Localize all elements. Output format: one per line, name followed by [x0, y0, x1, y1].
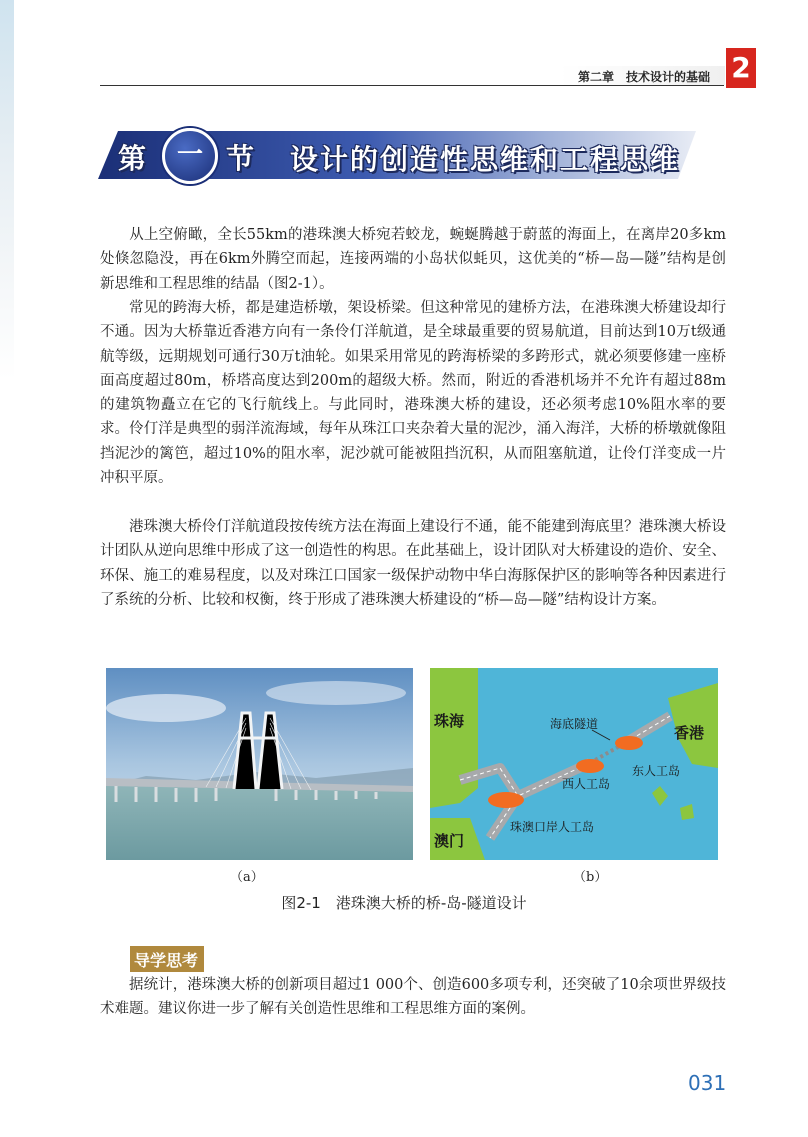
- label-macau: 澳门: [434, 832, 465, 850]
- bridge-photo: [106, 668, 413, 860]
- guide-label: 导学思考: [130, 946, 204, 972]
- bridge-map: [430, 668, 718, 860]
- label-west-island: 西人工岛: [562, 777, 611, 791]
- paragraph-2: 常见的跨海大桥，都是建造桥墩，架设桥梁。但这种常见的建桥方法，在港珠澳大桥建设却行不通。因为大桥靠近香港方向有一条伶仃洋航道，是全球最重要的贸易航道，目前达到10万t级通航等级，远期规划可通行30万t油轮。如果采用常见的跨海桥梁的多跨形式，就必须要修建一座桥面高度超过80m，桥塔高度达到200m的超级大桥。然而，附近的香港机场并不允许有超过88m的建筑物矗立在它的飞行航线上。与此同时，港珠澳大桥的建设，还必须考虑10%阻水率的要求。伶仃洋是典型的弱洋流海域，每年从珠江口夹杂着大量的泥沙，涌入海洋，大桥的桥墩就像阻挡泥沙的篱笆，超过10%的阻水率，泥沙就可能被阻挡沉积，从而阻塞航道，让伶仃洋变成一片冲积平原。: [100, 300, 726, 487]
- paragraph-1: 从上空俯瞰，全长55km的港珠澳大桥宛若蛟龙，蜿蜒腾越于蔚蓝的海面上，在离岸20多km处倏忽隐没，再在6km外腾空而起，连接两端的小岛状似蚝贝，这优美的“桥—岛—隧”结构是创新思维和工程思维的结晶（图2-1）。: [100, 227, 726, 292]
- section-title: 设计的创造性思维和工程思维: [290, 143, 681, 176]
- subcaption-b: （b）: [573, 870, 608, 885]
- edge-photo-strip: [0, 0, 14, 380]
- label-port-island: 珠澳口岸人工岛: [510, 820, 595, 834]
- label-east-island: 东人工岛: [632, 764, 681, 778]
- label-zhuhai: 珠海: [434, 712, 465, 730]
- paragraph-3: 港珠澳大桥伶仃洋航道段按传统方法在海面上建设行不通，能不能建到海底里？港珠澳大桥设计团队从逆向思维中形成了这一创造性的构思。在此基础上，设计团队对大桥建设的造价、安全、环保、施工的难易程度，以及对珠江口国家一级保护动物中华白海豚保护区的影响等各种因素进行了系统的分析、比较和权衡，终于形成了港珠澳大桥建设的“桥—岛—隧”结构设计方案。: [100, 519, 726, 608]
- label-hongkong: 香港: [674, 724, 705, 742]
- subcaption-a: （a）: [230, 870, 264, 885]
- section-number: 一: [176, 140, 203, 170]
- guide-text: 据统计，港珠澳大桥的创新项目超过1 000个、创造600多项专利，还突破了10余项世界级技术难题。建议你进一步了解有关创造性思维和工程思维方面的案例。: [100, 977, 726, 1018]
- header-rule: [100, 85, 724, 86]
- chapter-title: 第二章 技术设计的基础: [578, 70, 711, 84]
- chapter-number-tab: 2: [726, 48, 756, 88]
- section-prefix: 第: [118, 142, 147, 175]
- label-tunnel: 海底隧道: [550, 717, 599, 731]
- figure-caption: 图2-1 港珠澳大桥的桥-岛-隧道设计: [281, 894, 527, 912]
- section-suffix: 节: [226, 142, 255, 175]
- page-number: 031: [688, 1071, 727, 1095]
